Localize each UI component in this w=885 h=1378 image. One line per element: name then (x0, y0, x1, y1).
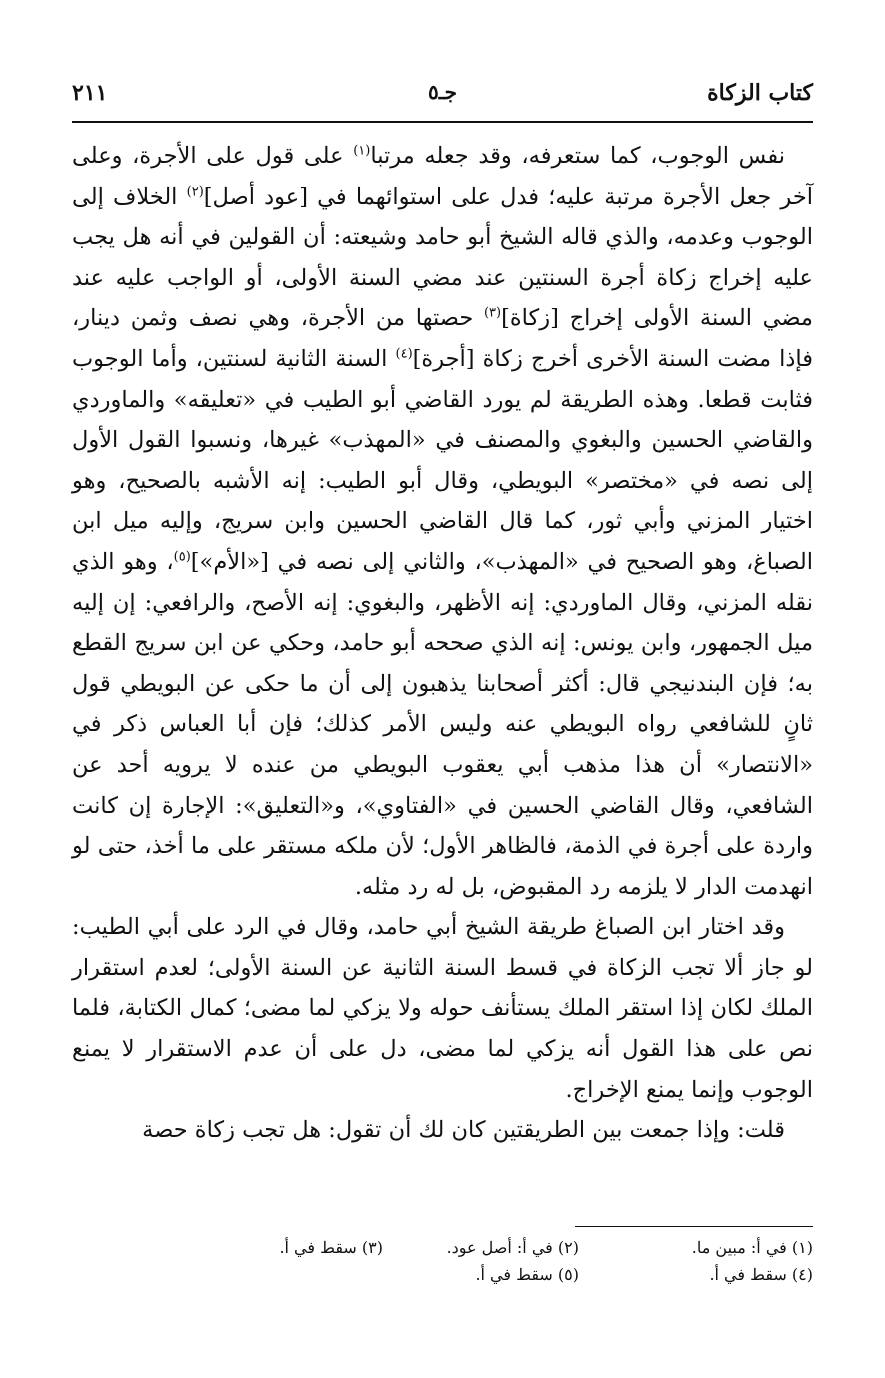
footnote-ref: (٢) (186, 184, 204, 200)
footnote-1 (692, 1238, 813, 1257)
text-run: السنة الثانية لسنتين، وأما الوجوب فثابت قطعا. وهذه الطريقة لم يورد القاضي أبو الطيب في «تعليقه» والماوردي والقاضي الحسين والبغوي والمصنف في «المهذب» غيرها، ونسبوا القول الأول إلى نصه في «مختصر» البويطي، وقال أبو الطيب: إنه الأشبه بالصحيح، وهو اختيار المزني وأبي ثور، كما قال القاضي الحسين وابن سريج، وإليه ميل ابن الصباغ، وهو الصحيح في «المهذب»، والثاني إلى نصه في [«الأم»] (72, 345, 813, 575)
footnote-ref: (١) (353, 143, 371, 159)
footnote-number: (٤) (791, 1265, 813, 1284)
footnote-text: في أ: أصل عود. (446, 1238, 553, 1257)
footnote-ref: (٣) (483, 305, 502, 321)
footnote-2 (447, 1238, 579, 1257)
text-run: نفس الوجوب، كما ستعرفه، وقد جعله مرتبا (370, 143, 785, 169)
footnote-text: سقط في أ. (279, 1238, 357, 1257)
text-run: على قول على الأجرة، وعلى آخر جعل الأجرة مرتبة عليه؛ فدل على استوائهما في [عود أصل] (72, 143, 814, 210)
text-run: ، وهو الذي نقله المزني، وقال الماوردي: إنه الأظهر، والبغوي: إنه الأصح، والرافعي: إن إليه ميل الجمهور، وابن يونس: إنه الذي صححه أبو حامد، وحكي عن ابن سريج القطع به؛ فإن البندنيجي قال: أكثر أصحابنا يذهبون إلى أن ما حكى عن البويطي قول ثانٍ للشافعي رواه البويطي عنه وليس الأمر كذلك؛ فإن أبا العباس ذكر في «الانتصار» أن هذا مذهب أبي يعقوب البويطي من عنده لا يرويه أحد عن الشافعي، وقال القاضي الحسين في «الفتاوي»، و«التعليق»: الإجارة إن كانت واردة على أجرة في الذمة، فالظاهر الأول؛ لأن ملكه مستقر على ما أخذ، حتى لو انهدمت الدار لا يلزمه رد المقبوض، بل له رد مثله. (72, 548, 813, 900)
footnote-ref: (٥) (173, 549, 191, 565)
footnote-4 (709, 1265, 813, 1284)
paragraph (72, 907, 813, 1110)
text-run: حصتها من الأجرة، وهي نصف وثمن دينار، فإذا مضت السنة الأخرى أخرج زكاة [أجرة] (72, 305, 813, 372)
footnote-number: (٢) (557, 1238, 579, 1257)
footnote-text: في أ: مبين ما. (691, 1238, 787, 1257)
footnote-text: سقط في أ. (709, 1265, 787, 1284)
footnote-row (72, 1238, 813, 1265)
footnote-row (72, 1265, 813, 1292)
footnote-number: (٥) (557, 1265, 579, 1284)
paragraph (72, 1110, 813, 1151)
footnote-ref: (٤) (395, 346, 413, 362)
paragraph (72, 136, 813, 907)
running-head (72, 80, 813, 114)
page-number: ٢١١ (72, 80, 108, 106)
footnote-5 (475, 1265, 579, 1284)
footnote-divider (575, 1226, 813, 1227)
header-divider (72, 121, 813, 123)
text-run: الخلاف إلى الوجوب وعدمه، والذي قاله الشيخ أبو حامد وشيعته: أن القولين في أنه هل يجب عليه إخراج زكاة أجرة السنتين عند مضي السنة الأولى، أو الواجب عليه عند مضي السنة الأولى إخراج [زكاة] (72, 183, 813, 332)
main-text (72, 136, 813, 1151)
footnote-number: (٣) (361, 1238, 383, 1257)
book-title: كتاب الزكاة (707, 80, 813, 106)
footnote-3 (279, 1238, 383, 1257)
footnotes (72, 1238, 813, 1292)
volume-label: جـ٥ (428, 80, 457, 104)
text-run: وقد اختار ابن الصباغ طريقة الشيخ أبي حامد، وقال في الرد على أبي الطيب: لو جاز ألا تجب الزكاة في قسط السنة الثانية عن السنة الأولى؛ لعدم استقرار الملك لكان إذا استقر الملك يستأنف حوله ولا يزكي لما مضى؛ كمال الكتابة، فلما نص على هذا القول أنه يزكي لما مضى، دل على أن عدم الاستقرار لا يمنع الوجوب وإنما يمنع الإخراج. (72, 914, 813, 1103)
footnote-number: (١) (791, 1238, 813, 1257)
footnote-text: سقط في أ. (475, 1265, 553, 1284)
text-run: قلت: وإذا جمعت بين الطريقتين كان لك أن تقول: هل تجب زكاة حصة (142, 1117, 785, 1144)
